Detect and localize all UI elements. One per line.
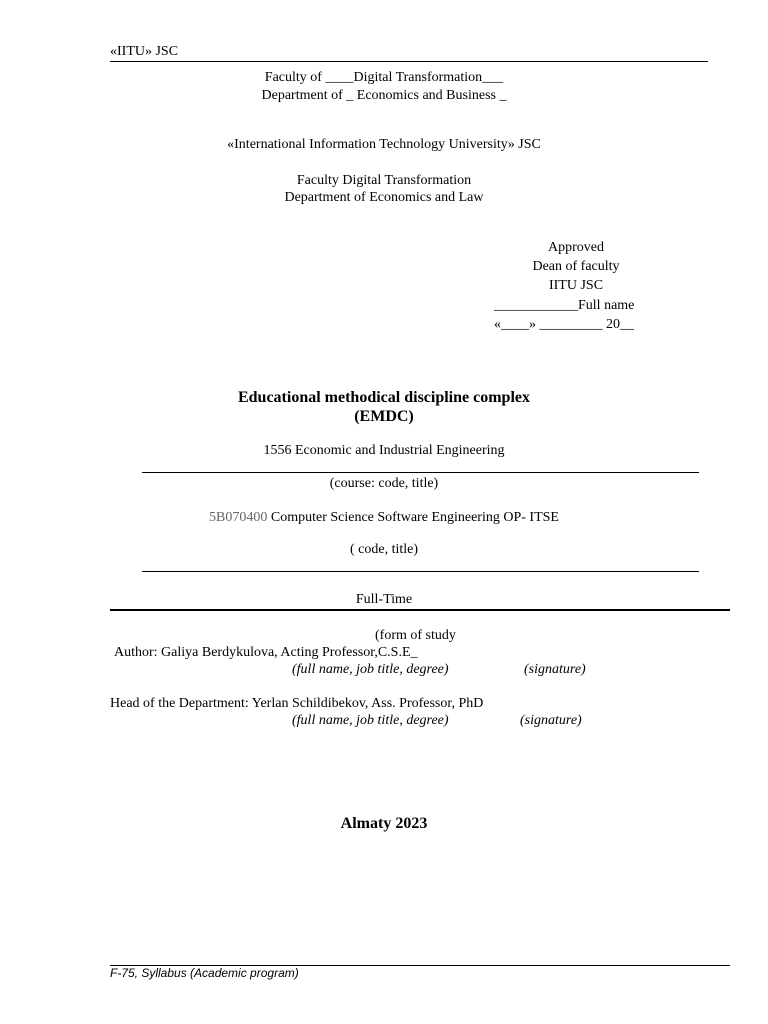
university-name: «International Information Technology University» JSC — [227, 137, 541, 152]
course-caption: (course: code, title) — [329, 476, 439, 491]
study-rule — [110, 609, 730, 611]
top-department-line: Department of _ Economics and Business _ — [261, 88, 507, 103]
study-form: Full-Time — [355, 592, 413, 607]
program-line — [0, 510, 768, 527]
department-name: Department of Economics and Law — [284, 190, 484, 205]
program-title: Computer Science Software Engineering OP- ITSE — [267, 510, 559, 525]
head-line: Head of the Department: Yerlan Schildibekov, Ass. Professor, PhD — [110, 696, 484, 711]
footer-text: F-75, Syllabus (Academic program) — [110, 966, 299, 980]
approval-org: IITU JSC — [548, 278, 604, 293]
study-caption: (form of study — [375, 628, 456, 643]
header-rule — [110, 61, 708, 62]
approval-dean: Dean of faculty — [532, 259, 620, 274]
author-caption-signature: (signature) — [524, 662, 586, 677]
program-code: 5B070400 — [209, 510, 268, 525]
course-value: 1556 Economic and Industrial Engineering — [263, 443, 505, 458]
approval-date-line: «____» _________ 20__ — [494, 317, 634, 332]
course-rule — [142, 472, 699, 473]
document-title: Educational methodical discipline complex — [237, 389, 530, 406]
city-year: Almaty 2023 — [340, 815, 428, 832]
approval-fullname-line: ____________Full name — [494, 298, 635, 313]
approval-approved: Approved — [548, 240, 604, 255]
program-caption: ( code, title) — [349, 542, 419, 557]
program-rule — [142, 571, 699, 572]
author-line: Author: Galiya Berdykulova, Acting Professor,C.S.E_ — [114, 645, 418, 660]
document-title-abbr: (EMDC) — [354, 408, 414, 425]
author-caption-name: (full name, job title, degree) — [292, 662, 449, 677]
faculty-name: Faculty Digital Transformation — [296, 173, 472, 188]
head-caption-name: (full name, job title, degree) — [292, 713, 449, 728]
header-org: «IITU» JSC — [110, 44, 179, 59]
top-faculty-line: Faculty of ____Digital Transformation___ — [264, 70, 504, 85]
head-caption-signature: (signature) — [520, 713, 582, 728]
